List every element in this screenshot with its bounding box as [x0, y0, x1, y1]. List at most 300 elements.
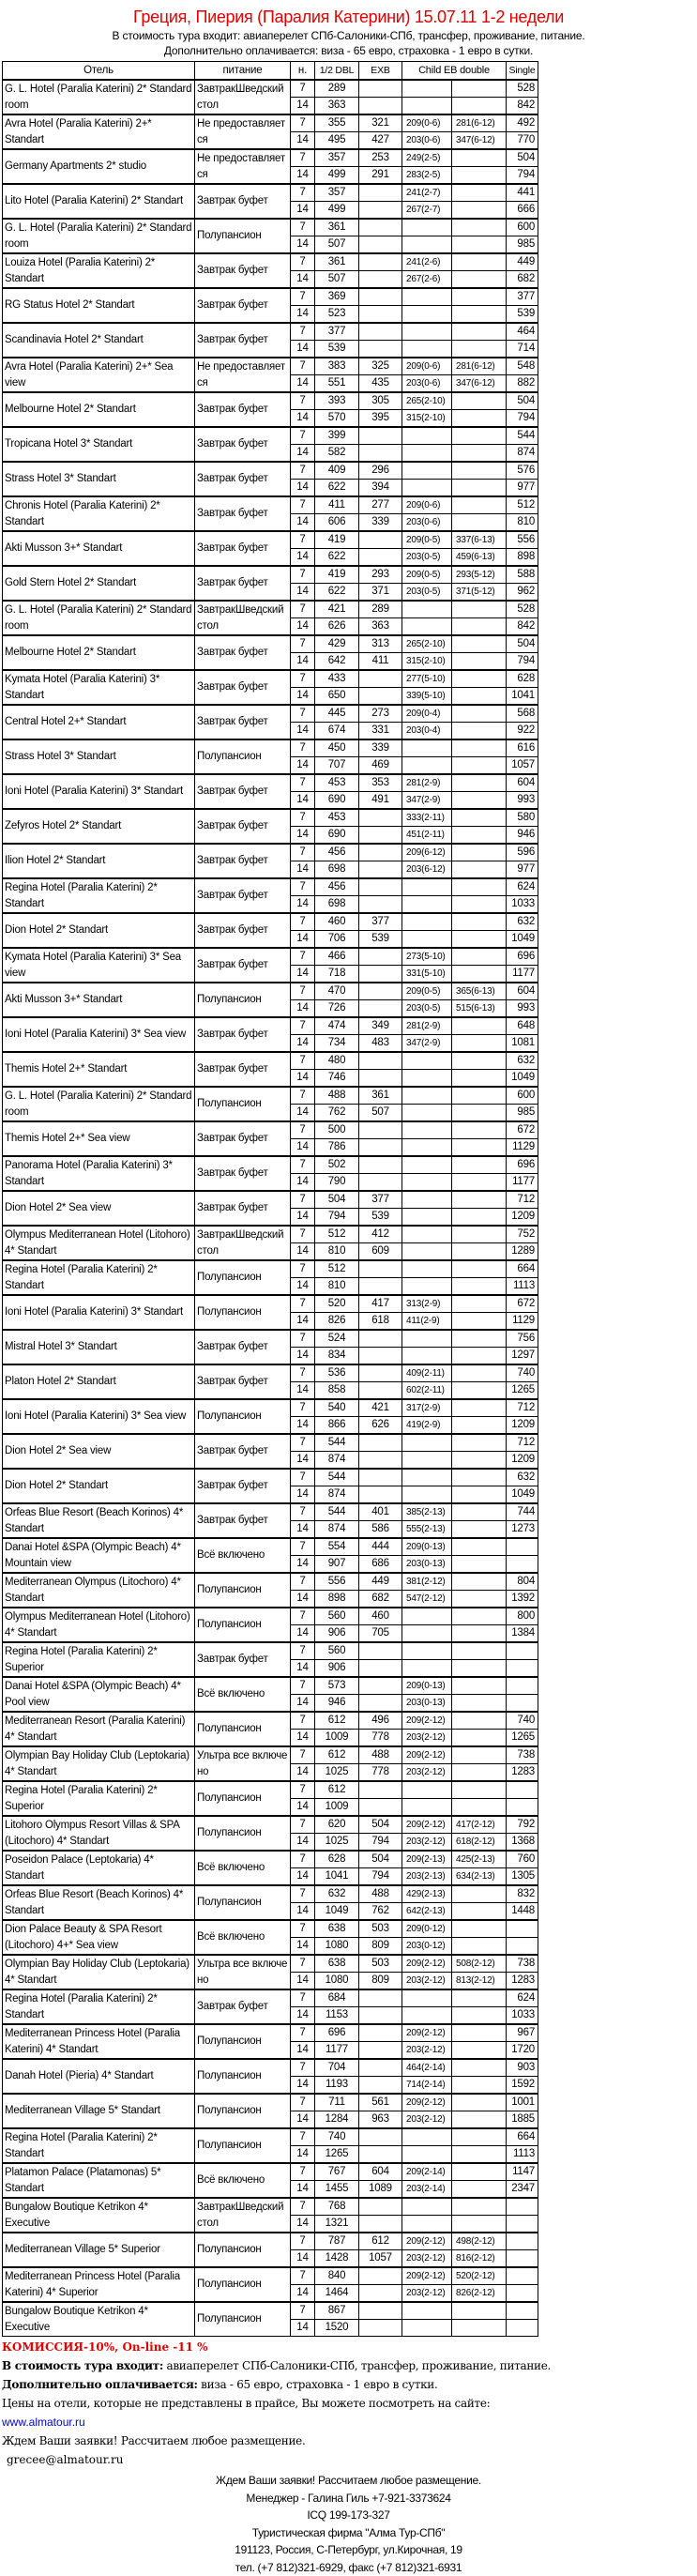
exb-price-cell: [359, 306, 402, 324]
child2-price-cell: [452, 827, 507, 845]
single-price-cell: 1209: [507, 1452, 538, 1470]
child2-price-cell: [452, 809, 507, 827]
child2-price-cell: [452, 896, 507, 914]
nights-cell: 7: [291, 1712, 315, 1730]
child1-price-cell: 347(2-9): [402, 792, 452, 810]
exb-price-cell: 273: [359, 705, 402, 723]
hotel-name-cell: Dion Hotel 2* Sea view: [3, 1191, 195, 1226]
single-price-cell: 616: [507, 739, 538, 757]
child2-price-cell: [452, 2059, 507, 2077]
nights-cell: 14: [291, 1556, 315, 1574]
child2-price-cell: [452, 392, 507, 410]
dbl-price-cell: 355: [315, 114, 359, 132]
hotel-name-cell: Olympian Bay Holiday Club (Leptokaria) 4* Standart: [3, 1746, 195, 1781]
child2-price-cell: [452, 1521, 507, 1539]
dbl-price-cell: 450: [315, 739, 359, 757]
child1-price-cell: 203(0-6): [402, 132, 452, 150]
child2-price-cell: [452, 1695, 507, 1713]
child2-price-cell: [452, 149, 507, 167]
child1-price-cell: 265(2-10): [402, 392, 452, 410]
child2-price-cell: [452, 739, 507, 757]
single-price-cell: 770: [507, 132, 538, 150]
exb-price-cell: [359, 1052, 402, 1070]
single-price-cell: [507, 1660, 538, 1678]
exb-price-cell: 277: [359, 496, 402, 514]
dbl-price-cell: 419: [315, 566, 359, 584]
child2-price-cell: [452, 1399, 507, 1417]
nights-cell: 14: [291, 966, 315, 983]
child1-price-cell: 464(2-14): [402, 2059, 452, 2077]
single-price-cell: 588: [507, 566, 538, 584]
nights-cell: 7: [291, 1573, 315, 1591]
nights-cell: 14: [291, 1000, 315, 1018]
child1-price-cell: [402, 1052, 452, 1070]
meal-plan-cell: Полупансион: [195, 739, 291, 774]
child2-price-cell: [452, 705, 507, 723]
website-link[interactable]: www.almatour.ru: [2, 2414, 85, 2431]
exb-price-cell: 504: [359, 1816, 402, 1834]
single-price-cell: 993: [507, 792, 538, 810]
child2-price-cell: [452, 1677, 507, 1695]
child2-price-cell: [452, 618, 507, 636]
dbl-price-cell: 474: [315, 1017, 359, 1035]
nights-cell: 7: [291, 219, 315, 236]
dbl-price-cell: 460: [315, 913, 359, 931]
nights-cell: 14: [291, 2111, 315, 2129]
hotel-name-cell: Mediterranean Village 5* Standart: [3, 2094, 195, 2128]
hotel-name-cell: Tropicana Hotel 3* Standart: [3, 427, 195, 462]
exb-price-cell: 421: [359, 1399, 402, 1417]
dbl-price-cell: 707: [315, 757, 359, 775]
exb-price-cell: [359, 688, 402, 706]
dbl-price-cell: 734: [315, 1035, 359, 1053]
exb-price-cell: 762: [359, 1903, 402, 1921]
nights-cell: 7: [291, 1677, 315, 1695]
dbl-price-cell: 711: [315, 2094, 359, 2111]
meal-plan-cell: Завтрак буфет: [195, 1156, 291, 1191]
single-price-cell: [507, 1920, 538, 1938]
single-price-cell: 1283: [507, 1973, 538, 1990]
single-price-cell: 580: [507, 809, 538, 827]
child2-price-cell: [452, 184, 507, 202]
nights-cell: 7: [291, 1121, 315, 1139]
single-price-cell: 712: [507, 1191, 538, 1209]
dbl-price-cell: 612: [315, 1781, 359, 1799]
dbl-price-cell: 706: [315, 931, 359, 949]
child2-price-cell: [452, 1313, 507, 1331]
dbl-price-cell: 696: [315, 2024, 359, 2042]
hotel-name-cell: Central Hotel 2+* Standart: [3, 705, 195, 739]
exb-price-cell: 363: [359, 618, 402, 636]
hotel-name-cell: Orfeas Blue Resort (Beach Korinos) 4* Standart: [3, 1885, 195, 1920]
child1-price-cell: 241(2-6): [402, 253, 452, 271]
child1-price-cell: [402, 80, 452, 98]
hotel-name-cell: Platon Hotel 2* Standart: [3, 1364, 195, 1399]
exb-price-cell: 377: [359, 1191, 402, 1209]
child1-price-cell: 203(2-12): [402, 1973, 452, 1990]
dbl-price-cell: 419: [315, 531, 359, 549]
meal-plan-cell: Завтрак буфет: [195, 253, 291, 288]
nights-cell: 14: [291, 931, 315, 949]
nights-cell: 14: [291, 1591, 315, 1608]
nights-cell: 7: [291, 1399, 315, 1417]
single-price-cell: 738: [507, 1955, 538, 1973]
child1-price-cell: 451(2-11): [402, 827, 452, 845]
dbl-price-cell: 554: [315, 1538, 359, 1556]
hotel-name-cell: Olympus Mediterranean Hotel (Litohoro) 4* Standart: [3, 1608, 195, 1642]
child2-price-cell: 281(6-12): [452, 358, 507, 375]
exb-price-cell: 371: [359, 584, 402, 602]
footer-other-hotels: Цены на отели, которые не представлены в прайсе, Вы можете посмотреть на сайте:: [2, 2395, 697, 2412]
dbl-price-cell: 1041: [315, 1868, 359, 1886]
dbl-price-cell: 361: [315, 219, 359, 236]
dbl-price-cell: 606: [315, 514, 359, 532]
table-row: [3, 2302, 538, 2320]
child2-price-cell: [452, 167, 507, 185]
single-price-cell: 604: [507, 983, 538, 1000]
single-price-cell: [507, 1938, 538, 1956]
price-table-body: [3, 80, 538, 2337]
child2-price-cell: [452, 688, 507, 706]
meal-plan-cell: Полупансион: [195, 2024, 291, 2059]
nights-cell: 7: [291, 1885, 315, 1903]
exb-price-cell: [359, 1156, 402, 1174]
single-price-cell: 1057: [507, 757, 538, 775]
dbl-price-cell: 840: [315, 2267, 359, 2285]
nights-cell: 14: [291, 514, 315, 532]
exb-price-cell: [359, 878, 402, 896]
dbl-price-cell: 512: [315, 1260, 359, 1278]
child2-price-cell: [452, 1452, 507, 1470]
exb-price-cell: 377: [359, 913, 402, 931]
dbl-price-cell: 704: [315, 2059, 359, 2077]
exb-price-cell: [359, 445, 402, 463]
child2-price-cell: 508(2-12): [452, 1955, 507, 1973]
single-price-cell: 604: [507, 774, 538, 792]
single-price-cell: 544: [507, 427, 538, 445]
table-row: [3, 531, 538, 549]
nights-cell: 14: [291, 1834, 315, 1852]
col-header-nights: н.: [291, 62, 315, 81]
page-title: Греция, Пиерия (Паралия Катерини) 15.07.11 1-2 недели: [0, 6, 697, 28]
table-row: [3, 2059, 538, 2077]
exb-price-cell: 331: [359, 723, 402, 740]
exb-price-cell: 682: [359, 1591, 402, 1608]
child1-price-cell: 209(0-6): [402, 114, 452, 132]
child2-price-cell: [452, 1885, 507, 1903]
exb-price-cell: 612: [359, 2233, 402, 2250]
single-price-cell: 712: [507, 1399, 538, 1417]
footer-included-text: авиаперелет СПб-Салоники-СПб, трансфер, проживание, питание.: [163, 2359, 551, 2372]
hotel-name-cell: Germany Apartments 2* studio: [3, 149, 195, 184]
dbl-price-cell: 740: [315, 2128, 359, 2146]
hotel-name-cell: Olympus Mediterranean Hotel (Litohoro) 4* Standart: [3, 1226, 195, 1260]
exb-price-cell: 460: [359, 1608, 402, 1625]
dbl-price-cell: 1177: [315, 2042, 359, 2060]
hotel-name-cell: Lito Hotel (Paralia Katerini) 2* Standart: [3, 184, 195, 219]
child1-price-cell: 203(2-14): [402, 2181, 452, 2199]
dbl-price-cell: 746: [315, 1070, 359, 1088]
child2-price-cell: [452, 271, 507, 289]
meal-plan-cell: Завтрак буфет: [195, 878, 291, 913]
nights-cell: 14: [291, 1139, 315, 1157]
child1-price-cell: 209(0-5): [402, 566, 452, 584]
hotel-name-cell: Danai Hotel &SPA (Olympic Beach) 4* Mountain view: [3, 1538, 195, 1573]
dbl-price-cell: 874: [315, 1521, 359, 1539]
exb-price-cell: [359, 1070, 402, 1088]
child2-price-cell: 520(2-12): [452, 2267, 507, 2285]
dbl-price-cell: 495: [315, 132, 359, 150]
child1-price-cell: [402, 1660, 452, 1678]
child1-price-cell: 203(2-12): [402, 1834, 452, 1852]
nights-cell: 7: [291, 2267, 315, 2285]
hotel-name-cell: Themis Hotel 2+* Standart: [3, 1052, 195, 1087]
dbl-price-cell: 726: [315, 1000, 359, 1018]
child1-price-cell: [402, 98, 452, 115]
nights-cell: 14: [291, 2285, 315, 2303]
child2-price-cell: [452, 480, 507, 497]
dbl-price-cell: 500: [315, 1121, 359, 1139]
child2-price-cell: 813(2-12): [452, 1973, 507, 1990]
child2-price-cell: [452, 1591, 507, 1608]
meal-plan-cell: ЗавтракШведский стол: [195, 1226, 291, 1260]
child1-price-cell: 347(2-9): [402, 1035, 452, 1053]
single-price-cell: [507, 1538, 538, 1556]
dbl-price-cell: 1080: [315, 1973, 359, 1990]
child2-price-cell: [452, 1348, 507, 1365]
child2-price-cell: [452, 2042, 507, 2060]
dbl-price-cell: 874: [315, 1486, 359, 1504]
single-price-cell: 946: [507, 827, 538, 845]
child2-price-cell: [452, 948, 507, 966]
child2-price-cell: [452, 2128, 507, 2146]
child2-price-cell: [452, 2024, 507, 2042]
child1-price-cell: 313(2-9): [402, 1295, 452, 1313]
nights-cell: 7: [291, 531, 315, 549]
table-row: [3, 2233, 538, 2250]
col-header-meal: питание: [195, 62, 291, 81]
exb-price-cell: 705: [359, 1625, 402, 1643]
single-price-cell: 882: [507, 375, 538, 393]
dbl-price-cell: 794: [315, 1209, 359, 1227]
nights-cell: 14: [291, 480, 315, 497]
child1-price-cell: 203(2-12): [402, 1730, 452, 1747]
nights-cell: 14: [291, 618, 315, 636]
exb-price-cell: [359, 2267, 402, 2285]
single-price-cell: 756: [507, 1330, 538, 1348]
child2-price-cell: [452, 445, 507, 463]
child1-price-cell: [402, 2128, 452, 2146]
table-row: [3, 1955, 538, 1973]
meal-plan-cell: Полупансион: [195, 1885, 291, 1920]
table-row: [3, 1156, 538, 1174]
single-price-cell: 539: [507, 306, 538, 324]
single-price-cell: 664: [507, 2128, 538, 2146]
dbl-price-cell: 409: [315, 462, 359, 480]
nights-cell: 14: [291, 1209, 315, 1227]
child2-price-cell: [452, 1730, 507, 1747]
table-row: [3, 809, 538, 827]
child2-price-cell: [452, 1087, 507, 1105]
child1-price-cell: [402, 1434, 452, 1452]
table-row: [3, 1295, 538, 1313]
exb-price-cell: 1089: [359, 2181, 402, 2199]
nights-cell: 14: [291, 1452, 315, 1470]
nights-cell: 14: [291, 1521, 315, 1539]
table-row: [3, 1816, 538, 1834]
exb-price-cell: [359, 2007, 402, 2025]
single-price-cell: 1129: [507, 1313, 538, 1331]
table-row: [3, 219, 538, 236]
table-row: [3, 1642, 538, 1660]
exb-price-cell: 539: [359, 931, 402, 949]
child1-price-cell: 265(2-10): [402, 635, 452, 653]
single-price-cell: 1033: [507, 896, 538, 914]
child1-price-cell: [402, 878, 452, 896]
meal-plan-cell: Полупансион: [195, 1816, 291, 1851]
dbl-price-cell: 762: [315, 1105, 359, 1122]
meal-plan-cell: ЗавтракШведский стол: [195, 601, 291, 635]
child2-price-cell: [452, 774, 507, 792]
hotel-name-cell: Strass Hotel 3* Standart: [3, 739, 195, 774]
hotel-name-cell: Avra Hotel (Paralia Katerini) 2+* Standart: [3, 114, 195, 149]
child1-price-cell: [402, 1191, 452, 1209]
child2-price-cell: [452, 1156, 507, 1174]
child1-price-cell: 333(2-11): [402, 809, 452, 827]
dbl-price-cell: 480: [315, 1052, 359, 1070]
child1-price-cell: [402, 480, 452, 497]
child2-price-cell: [452, 1226, 507, 1243]
single-price-cell: 576: [507, 462, 538, 480]
single-price-cell: 632: [507, 913, 538, 931]
hotel-name-cell: Mediterranean Resort (Paralia Katerini) 4* Standart: [3, 1712, 195, 1746]
dbl-price-cell: 1321: [315, 2216, 359, 2233]
dbl-price-cell: 642: [315, 653, 359, 671]
meal-plan-cell: Завтрак буфет: [195, 635, 291, 670]
child2-price-cell: [452, 1503, 507, 1521]
single-price-cell: 632: [507, 1469, 538, 1486]
child2-price-cell: [452, 1642, 507, 1660]
nights-cell: 14: [291, 1868, 315, 1886]
exb-price-cell: 586: [359, 1521, 402, 1539]
hotel-name-cell: Ioni Hotel (Paralia Katerini) 3* Sea view: [3, 1399, 195, 1434]
child1-price-cell: 203(2-12): [402, 1764, 452, 1782]
nights-cell: 7: [291, 913, 315, 931]
exb-price-cell: [359, 1174, 402, 1192]
email-address[interactable]: grecee@almatour.ru: [2, 2451, 697, 2468]
nights-cell: 14: [291, 1660, 315, 1678]
dbl-price-cell: 289: [315, 80, 359, 98]
dbl-price-cell: 622: [315, 549, 359, 567]
single-price-cell: 512: [507, 496, 538, 514]
single-price-cell: 1049: [507, 931, 538, 949]
exb-price-cell: 401: [359, 1503, 402, 1521]
single-price-cell: 568: [507, 705, 538, 723]
exb-price-cell: [359, 2285, 402, 2303]
meal-plan-cell: Завтрак буфет: [195, 809, 291, 844]
meal-plan-cell: Завтрак буфет: [195, 1989, 291, 2024]
nights-cell: 7: [291, 288, 315, 306]
meal-plan-cell: Завтрак буфет: [195, 844, 291, 878]
table-row: [3, 844, 538, 861]
table-header-row: [3, 62, 538, 81]
child1-price-cell: [402, 1209, 452, 1227]
exb-price-cell: [359, 1799, 402, 1817]
nights-cell: 14: [291, 1903, 315, 1921]
child2-price-cell: [452, 1538, 507, 1556]
child2-price-cell: [452, 601, 507, 618]
hotel-name-cell: Strass Hotel 3* Standart: [3, 462, 195, 496]
dbl-price-cell: 826: [315, 1313, 359, 1331]
meal-plan-cell: Полупансион: [195, 2094, 291, 2128]
single-price-cell: 1049: [507, 1070, 538, 1088]
exb-price-cell: 325: [359, 358, 402, 375]
exb-price-cell: [359, 549, 402, 567]
child2-price-cell: 425(2-13): [452, 1851, 507, 1868]
child1-price-cell: 283(2-5): [402, 167, 452, 185]
col-header-hotel: Отель: [3, 62, 195, 81]
nights-cell: 7: [291, 670, 315, 688]
hotel-name-cell: Zefyros Hotel 2* Standart: [3, 809, 195, 844]
child1-price-cell: [402, 288, 452, 306]
dbl-price-cell: 626: [315, 618, 359, 636]
nights-cell: 14: [291, 445, 315, 463]
single-price-cell: 682: [507, 271, 538, 289]
dbl-price-cell: 790: [315, 1174, 359, 1192]
meal-plan-cell: Завтрак буфет: [195, 1642, 291, 1677]
exb-price-cell: [359, 1139, 402, 1157]
meal-plan-cell: Полупансион: [195, 2128, 291, 2163]
exb-price-cell: [359, 896, 402, 914]
nights-cell: 7: [291, 1746, 315, 1764]
exb-price-cell: 293: [359, 566, 402, 584]
dbl-price-cell: 466: [315, 948, 359, 966]
single-price-cell: [507, 1677, 538, 1695]
child1-price-cell: 209(0-12): [402, 1920, 452, 1938]
child2-price-cell: [452, 98, 507, 115]
child1-price-cell: [402, 1156, 452, 1174]
child2-price-cell: [452, 2111, 507, 2129]
single-price-cell: 993: [507, 1000, 538, 1018]
meal-plan-cell: Полупансион: [195, 1608, 291, 1642]
nights-cell: 7: [291, 1226, 315, 1243]
child2-price-cell: [452, 323, 507, 341]
child2-price-cell: [452, 1764, 507, 1782]
single-price-cell: 714: [507, 341, 538, 358]
hotel-name-cell: Dion Hotel 2* Sea view: [3, 1434, 195, 1469]
single-price-cell: 672: [507, 1121, 538, 1139]
price-table: [2, 61, 538, 2337]
child1-price-cell: [402, 219, 452, 236]
single-price-cell: 504: [507, 149, 538, 167]
exb-price-cell: 289: [359, 601, 402, 618]
child1-price-cell: [402, 2146, 452, 2164]
single-price-cell: 1001: [507, 2094, 538, 2111]
dbl-price-cell: 363: [315, 98, 359, 115]
child2-price-cell: [452, 878, 507, 896]
dbl-price-cell: 1009: [315, 1799, 359, 1817]
child2-price-cell: [452, 1989, 507, 2007]
nights-cell: 7: [291, 1920, 315, 1938]
meal-plan-cell: Полупансион: [195, 1399, 291, 1434]
child1-price-cell: [402, 1174, 452, 1192]
hotel-name-cell: RG Status Hotel 2* Standart: [3, 288, 195, 323]
nights-cell: 14: [291, 723, 315, 740]
dbl-price-cell: 377: [315, 323, 359, 341]
single-price-cell: 760: [507, 1851, 538, 1868]
hotel-name-cell: Panorama Hotel (Paralia Katerini) 3* Standart: [3, 1156, 195, 1191]
nights-cell: 7: [291, 1087, 315, 1105]
